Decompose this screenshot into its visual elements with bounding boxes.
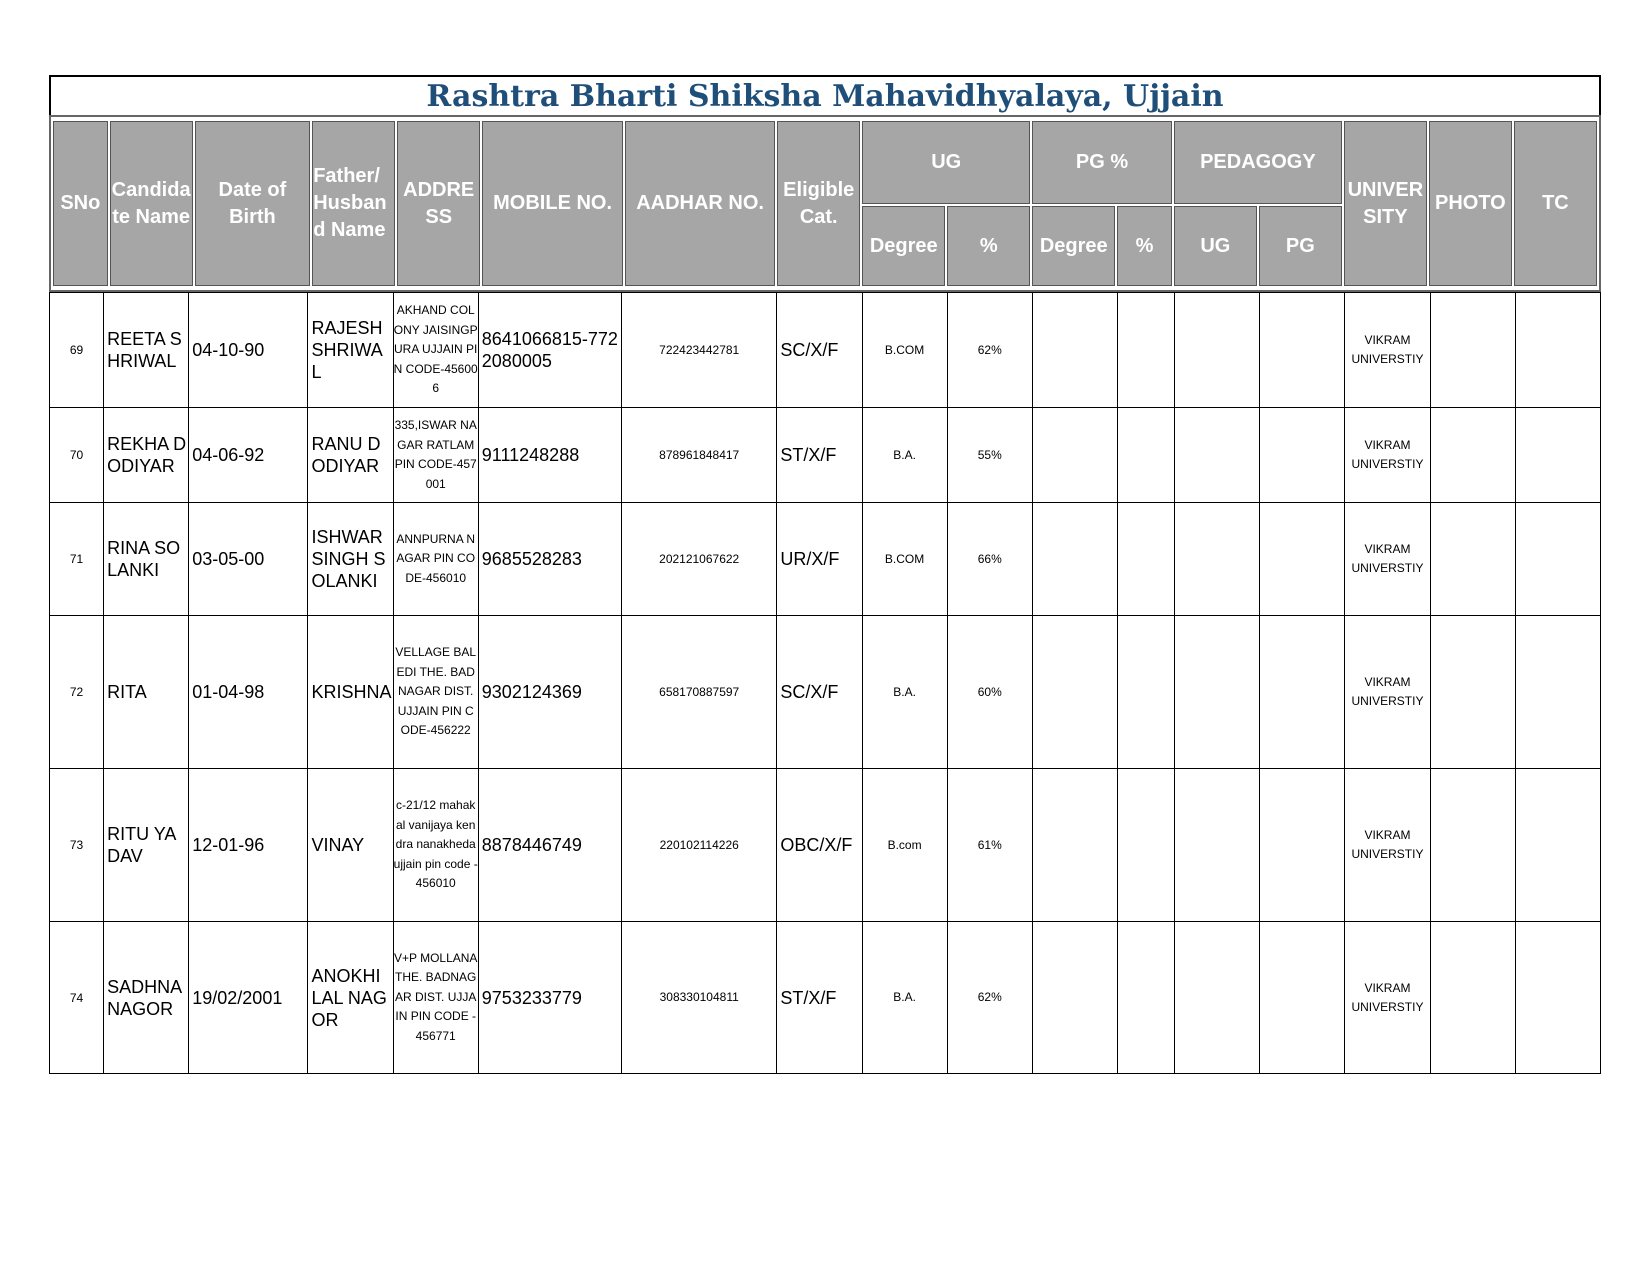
col-ug-percent: % — [947, 206, 1030, 286]
row-photo — [1430, 293, 1515, 408]
row-mobile: 9753233779 — [478, 922, 621, 1074]
row-pedagogy-pg — [1260, 293, 1345, 408]
row-mobile: 9111248288 — [478, 408, 621, 503]
row-sno: 72 — [50, 616, 104, 769]
col-pedagogy-pg: PG — [1259, 206, 1342, 286]
row-mobile: 8878446749 — [478, 769, 621, 922]
row-pedagogy-ug — [1175, 616, 1260, 769]
row-photo — [1430, 616, 1515, 769]
table-row — [50, 769, 1601, 922]
row-eligible-cat: SC/X/F — [777, 293, 862, 408]
row-pedagogy-pg — [1260, 503, 1345, 616]
col-sno: SNo — [53, 121, 108, 286]
col-ug: UG — [862, 121, 1030, 204]
row-photo — [1430, 408, 1515, 503]
row-pg-degree — [1032, 503, 1117, 616]
row-name: SADHNA NAGOR — [104, 922, 189, 1074]
row-pg-percent — [1117, 616, 1174, 769]
row-address: V+P MOLLANA THE. BADNAGAR DIST. UJJAIN PIN CODE - 456771 — [393, 922, 478, 1074]
row-dob: 04-06-92 — [189, 408, 308, 503]
table-row — [50, 408, 1601, 503]
row-ug-degree: B.COM — [862, 503, 947, 616]
row-eligible-cat: UR/X/F — [777, 503, 862, 616]
row-pedagogy-ug — [1175, 408, 1260, 503]
row-pedagogy-pg — [1260, 769, 1345, 922]
row-dob: 12-01-96 — [189, 769, 308, 922]
row-name: REETA SHRIWAL — [104, 293, 189, 408]
row-father-name: ISHWAR SINGH SOLANKI — [308, 503, 393, 616]
row-pedagogy-ug — [1175, 503, 1260, 616]
col-aadhar: AADHAR NO. — [625, 121, 775, 286]
table-row — [50, 922, 1601, 1074]
row-address: c-21/12 mahakal vanijaya kendra nanakheda ujjain pin code - 456010 — [393, 769, 478, 922]
row-aadhar: 722423442781 — [622, 293, 777, 408]
row-dob: 19/02/2001 — [189, 922, 308, 1074]
col-university: UNIVER SITY — [1344, 121, 1427, 286]
row-pedagogy-pg — [1260, 408, 1345, 503]
row-pedagogy-pg — [1260, 922, 1345, 1074]
row-pg-percent — [1117, 922, 1174, 1074]
col-father-name: Father/ Husban d Name — [312, 121, 395, 286]
row-address: VELLAGE BALEDI THE. BADNAGAR DIST. UJJAIN PIN CODE-456222 — [393, 616, 478, 769]
row-pg-percent — [1117, 769, 1174, 922]
row-eligible-cat: ST/X/F — [777, 922, 862, 1074]
col-photo: PHOTO — [1429, 121, 1512, 286]
row-university: VIKRAM UNIVERSTIY — [1345, 293, 1430, 408]
row-eligible-cat: SC/X/F — [777, 616, 862, 769]
page-title: Rashtra Bharti Shiksha Mahavidhyalaya, Ujjain — [49, 75, 1601, 115]
row-dob: 04-10-90 — [189, 293, 308, 408]
row-aadhar: 220102114226 — [622, 769, 777, 922]
data-table — [49, 292, 1601, 1074]
col-mobile: MOBILE NO. — [482, 121, 623, 286]
row-pedagogy-ug — [1175, 293, 1260, 408]
row-photo — [1430, 503, 1515, 616]
row-ug-percent: 66% — [947, 503, 1032, 616]
row-pg-degree — [1032, 922, 1117, 1074]
row-ug-degree: B.A. — [862, 922, 947, 1074]
row-dob: 03-05-00 — [189, 503, 308, 616]
col-pg-percent: % — [1117, 206, 1172, 286]
col-pedagogy: PEDAGOGY — [1174, 121, 1342, 204]
row-father-name: RANU DODIYAR — [308, 408, 393, 503]
header-table — [51, 119, 1599, 288]
row-father-name: RAJESH SHRIWAL — [308, 293, 393, 408]
row-ug-percent: 61% — [947, 769, 1032, 922]
row-father-name: KRISHNA — [308, 616, 393, 769]
row-pg-degree — [1032, 769, 1117, 922]
row-aadhar: 202121067622 — [622, 503, 777, 616]
row-ug-degree: B.A. — [862, 616, 947, 769]
row-address: 335,ISWAR NAGAR RATLAM PIN CODE-457001 — [393, 408, 478, 503]
row-pg-percent — [1117, 503, 1174, 616]
row-ug-degree: B.A. — [862, 408, 947, 503]
col-tc: TC — [1514, 121, 1597, 286]
col-ug-degree: Degree — [862, 206, 945, 286]
row-pg-percent — [1117, 293, 1174, 408]
row-pg-degree — [1032, 408, 1117, 503]
row-pedagogy-pg — [1260, 616, 1345, 769]
col-pg: PG % — [1032, 121, 1172, 204]
row-sno: 71 — [50, 503, 104, 616]
row-university: VIKRAM UNIVERSTIY — [1345, 408, 1430, 503]
table-row — [50, 503, 1601, 616]
col-address: ADDRE SS — [397, 121, 480, 286]
row-pg-degree — [1032, 293, 1117, 408]
row-address: AKHAND COLONY JAISINGPURA UJJAIN PIN CODE-456006 — [393, 293, 478, 408]
col-pedagogy-ug: UG — [1174, 206, 1257, 286]
row-name: RITA — [104, 616, 189, 769]
row-eligible-cat: ST/X/F — [777, 408, 862, 503]
row-tc — [1515, 616, 1600, 769]
col-candidate-name: Candida te Name — [110, 121, 193, 286]
row-mobile: 9302124369 — [478, 616, 621, 769]
row-university: VIKRAM UNIVERSTIY — [1345, 922, 1430, 1074]
row-name: REKHA DODIYAR — [104, 408, 189, 503]
row-tc — [1515, 293, 1600, 408]
row-ug-percent: 62% — [947, 293, 1032, 408]
row-ug-percent: 55% — [947, 408, 1032, 503]
col-pg-degree: Degree — [1032, 206, 1115, 286]
row-university: VIKRAM UNIVERSTIY — [1345, 503, 1430, 616]
row-mobile: 9685528283 — [478, 503, 621, 616]
row-tc — [1515, 503, 1600, 616]
row-mobile: 8641066815-7722080005 — [478, 293, 621, 408]
row-sno: 73 — [50, 769, 104, 922]
row-sno: 74 — [50, 922, 104, 1074]
row-ug-percent: 62% — [947, 922, 1032, 1074]
row-tc — [1515, 408, 1600, 503]
row-aadhar: 308330104811 — [622, 922, 777, 1074]
col-dob: Date of Birth — [195, 121, 311, 286]
row-sno: 69 — [50, 293, 104, 408]
row-tc — [1515, 769, 1600, 922]
row-pedagogy-ug — [1175, 922, 1260, 1074]
row-pg-percent — [1117, 408, 1174, 503]
row-pg-degree — [1032, 616, 1117, 769]
row-ug-degree: B.COM — [862, 293, 947, 408]
row-tc — [1515, 922, 1600, 1074]
row-pedagogy-ug — [1175, 769, 1260, 922]
row-father-name: ANOKHI LAL NAGOR — [308, 922, 393, 1074]
row-university: VIKRAM UNIVERSTIY — [1345, 616, 1430, 769]
row-name: RITU YADAV — [104, 769, 189, 922]
row-photo — [1430, 922, 1515, 1074]
row-name: RINA SOLANKI — [104, 503, 189, 616]
col-eligible-cat: Eligible Cat. — [777, 121, 860, 286]
row-dob: 01-04-98 — [189, 616, 308, 769]
row-ug-percent: 60% — [947, 616, 1032, 769]
table-header — [49, 115, 1601, 292]
row-aadhar: 658170887597 — [622, 616, 777, 769]
row-eligible-cat: OBC/X/F — [777, 769, 862, 922]
row-aadhar: 878961848417 — [622, 408, 777, 503]
row-photo — [1430, 769, 1515, 922]
table-row — [50, 293, 1601, 408]
row-university: VIKRAM UNIVERSTIY — [1345, 769, 1430, 922]
table-row — [50, 616, 1601, 769]
row-sno: 70 — [50, 408, 104, 503]
admission-sheet — [49, 75, 1601, 1074]
row-father-name: VINAY — [308, 769, 393, 922]
row-ug-degree: B.com — [862, 769, 947, 922]
row-address: ANNPURNA NAGAR PIN CODE-456010 — [393, 503, 478, 616]
